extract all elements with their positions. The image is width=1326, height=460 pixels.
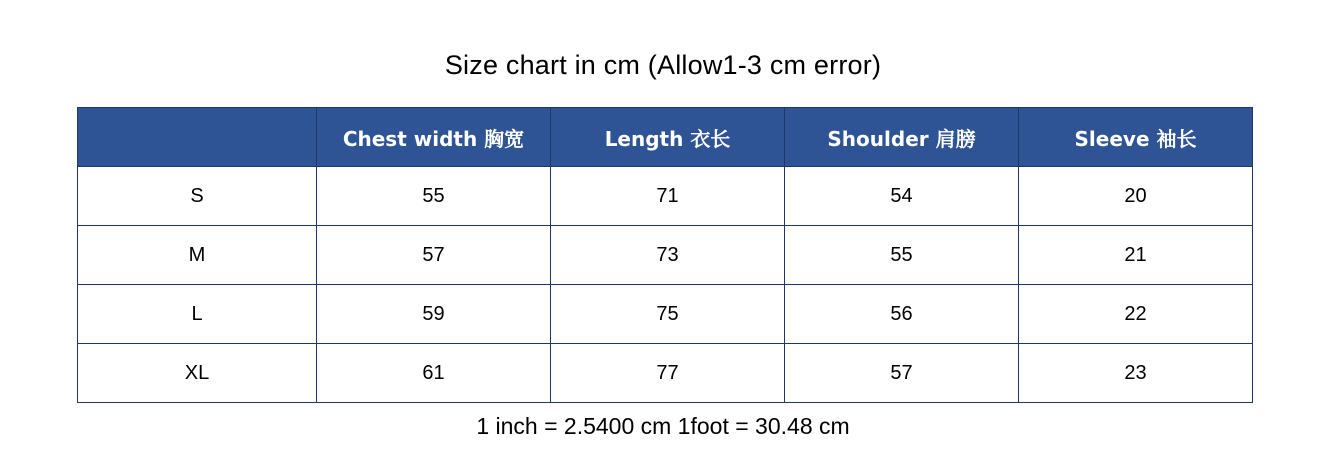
header-cell-length: Length 衣长 <box>551 108 785 167</box>
size-table <box>77 107 1253 403</box>
cell-size: L <box>78 285 317 344</box>
cell-sleeve: 21 <box>1019 226 1253 285</box>
size-table-area <box>77 107 1248 403</box>
header-cell-size <box>78 108 317 167</box>
cell-chest-width: 57 <box>317 226 551 285</box>
cell-chest-width: 59 <box>317 285 551 344</box>
cell-size: S <box>78 167 317 226</box>
cell-sleeve: 23 <box>1019 344 1253 403</box>
table-row <box>78 226 1253 285</box>
table-body <box>78 167 1253 403</box>
cell-length: 75 <box>551 285 785 344</box>
table-header <box>78 108 1253 167</box>
cell-shoulder: 54 <box>785 167 1019 226</box>
table-row <box>78 285 1253 344</box>
cell-shoulder: 56 <box>785 285 1019 344</box>
cell-shoulder: 57 <box>785 344 1019 403</box>
header-cell-sleeve: Sleeve 袖长 <box>1019 108 1253 167</box>
chart-title: Size chart in cm (Allow1-3 cm error) <box>444 50 882 80</box>
header-cell-chest-width: Chest width 胸宽 <box>317 108 551 167</box>
cell-chest-width: 55 <box>317 167 551 226</box>
cell-sleeve: 20 <box>1019 167 1253 226</box>
unit-conversion-note: 1 inch = 2.5400 cm 1foot = 30.48 cm <box>476 413 850 439</box>
cell-length: 77 <box>551 344 785 403</box>
cell-size: XL <box>78 344 317 403</box>
cell-size: M <box>78 226 317 285</box>
cell-shoulder: 55 <box>785 226 1019 285</box>
cell-length: 73 <box>551 226 785 285</box>
cell-chest-width: 61 <box>317 344 551 403</box>
cell-length: 71 <box>551 167 785 226</box>
table-row <box>78 167 1253 226</box>
table-row <box>78 344 1253 403</box>
header-row <box>78 108 1253 167</box>
cell-sleeve: 22 <box>1019 285 1253 344</box>
header-cell-shoulder: Shoulder 肩膀 <box>785 108 1019 167</box>
